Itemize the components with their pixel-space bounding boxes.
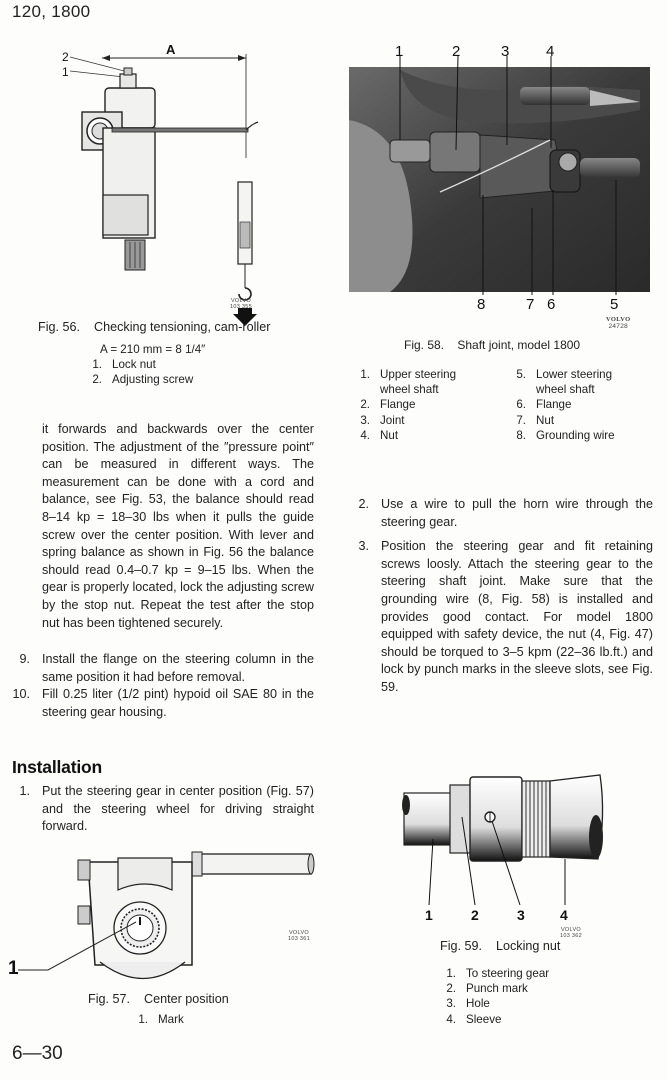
fig57-illustration	[0, 850, 340, 1000]
fig59-callout-2: 2	[471, 907, 479, 923]
legend-item: 3. Joint	[360, 413, 405, 427]
figure-57	[0, 850, 340, 1000]
fig58-photo	[340, 40, 667, 330]
legend-item: 8. Grounding wire	[516, 428, 615, 442]
legend-item: 5. Lower steering wheel shaft	[516, 368, 613, 397]
fig57-volvo-stamp: VOLVO 103 361	[288, 930, 310, 942]
legend-item: 7. Nut	[516, 413, 555, 427]
right-steps	[343, 496, 653, 697]
step-10: 10. Fill 0.25 liter (1/2 pint) hypoid oil SAE 80 in the steering gear housing.	[12, 687, 314, 719]
continuation-paragraph: it forwards and backwards over the center position. The adjustment of the ″pressure point″ can be measured in different ways. The measurement can be done with a cord and balance, see Fig. 53, the balance should read 8–14 kp = 18–30 lbs when it pulls the guide screw over the center position. With lever and spring balance as shown in Fig. 56 the balance should read 0.4–0.7 kp = 9–15 lbs. When the gear is properly located, lock the adjusting screw by the stop nut. Repeat the test after the stop nut has been tightened securely.	[42, 422, 314, 630]
legend-item: 1. Upper steering wheel shaft	[360, 368, 457, 397]
fig56-legend	[80, 357, 193, 387]
fig58-legend-left	[348, 367, 498, 443]
legend-item: 1. To steering gear	[446, 967, 550, 980]
fig58-callout-1: 1	[395, 43, 404, 60]
legend-item: 6. Flange	[516, 398, 572, 412]
fig58-volvo-stamp: VOLVO 24728	[606, 316, 631, 330]
page-footer-number: 6—30	[12, 1043, 63, 1064]
legend-item: 1. Lock nut	[92, 358, 156, 371]
fig58-caption: Fig. 58. Shaft joint, model 1800	[404, 338, 581, 352]
legend-item: 2. Flange	[360, 398, 416, 412]
fig56-volvo-stamp: VOLVO 103 355	[230, 298, 252, 310]
fig56-caption: Fig. 56. Checking tensioning, cam-roller	[38, 320, 271, 334]
fig58-callout-5: 5	[610, 296, 619, 313]
legend-item: 4. Sleeve	[446, 1012, 502, 1026]
fig57-callout-1: 1	[8, 958, 19, 979]
figure-58	[340, 40, 667, 330]
fig59-caption: Fig. 59. Locking nut	[440, 939, 561, 953]
figure-56	[0, 30, 340, 330]
step-3: 3. Position the steering gear and fit retaining screws loosly. Attach the steering gear to the steering shaft joint. Make sure that the grounding wire (8, Fig. 58) is installed and provides good contact. For model 1800 equipped with safety device, the nut (4, Fig. 47) should be torqued to 3–5 kpm (22–36 lb.ft.) and lock by punch marks in the sleeve slots, see Fig. 59.	[358, 539, 653, 694]
step-2: 2. Use a wire to pull the horn wire through the steering gear.	[358, 497, 653, 529]
fig56-callout-1: 1	[62, 65, 69, 79]
figure-59	[340, 755, 667, 939]
fig59-illustration	[340, 755, 667, 935]
fig59-callout-4: 4	[560, 907, 568, 923]
fig59-callout-3: 3	[517, 907, 525, 923]
fig56-dimension-note: A = 210 mm = 8 1/4″	[100, 343, 206, 356]
legend-item: 4. Nut	[360, 428, 399, 442]
fig59-volvo-stamp: VOLVO 103 362	[560, 927, 582, 939]
fig56-callout-2: 2	[62, 50, 69, 64]
installation-steps	[4, 783, 314, 836]
fig59-legend	[434, 966, 549, 1027]
fig57-caption: Fig. 57. Center position	[88, 992, 229, 1006]
fig58-callout-2: 2	[452, 43, 461, 60]
fig59-callout-1: 1	[425, 907, 433, 923]
legend-item: 1. Mark	[138, 1013, 184, 1026]
installation-step-1: 1. Put the steering gear in center position (Fig. 57) and the steering wheel for driving straight forward.	[19, 784, 314, 834]
fig56-illustration	[0, 30, 340, 330]
fig58-callout-3: 3	[501, 43, 510, 60]
fig58-legend-right	[504, 367, 654, 443]
legend-item: 2. Punch mark	[446, 982, 528, 996]
fig56-dimension-label: A	[166, 42, 176, 57]
legend-item: 2. Adjusting screw	[92, 373, 194, 387]
fig58-callout-4: 4	[546, 43, 555, 60]
page-header-models: 120, 1800	[12, 2, 91, 21]
legend-item: 3. Hole	[446, 997, 490, 1011]
fig58-callout-8: 8	[477, 296, 486, 313]
step-9: 9. Install the flange on the steering column in the same position it had before removal.	[19, 652, 314, 684]
left-steps	[4, 651, 314, 721]
installation-heading: Installation	[12, 757, 102, 777]
fig58-callout-6: 6	[547, 296, 556, 313]
fig58-callout-7: 7	[526, 296, 535, 313]
fig57-legend	[126, 1012, 184, 1027]
